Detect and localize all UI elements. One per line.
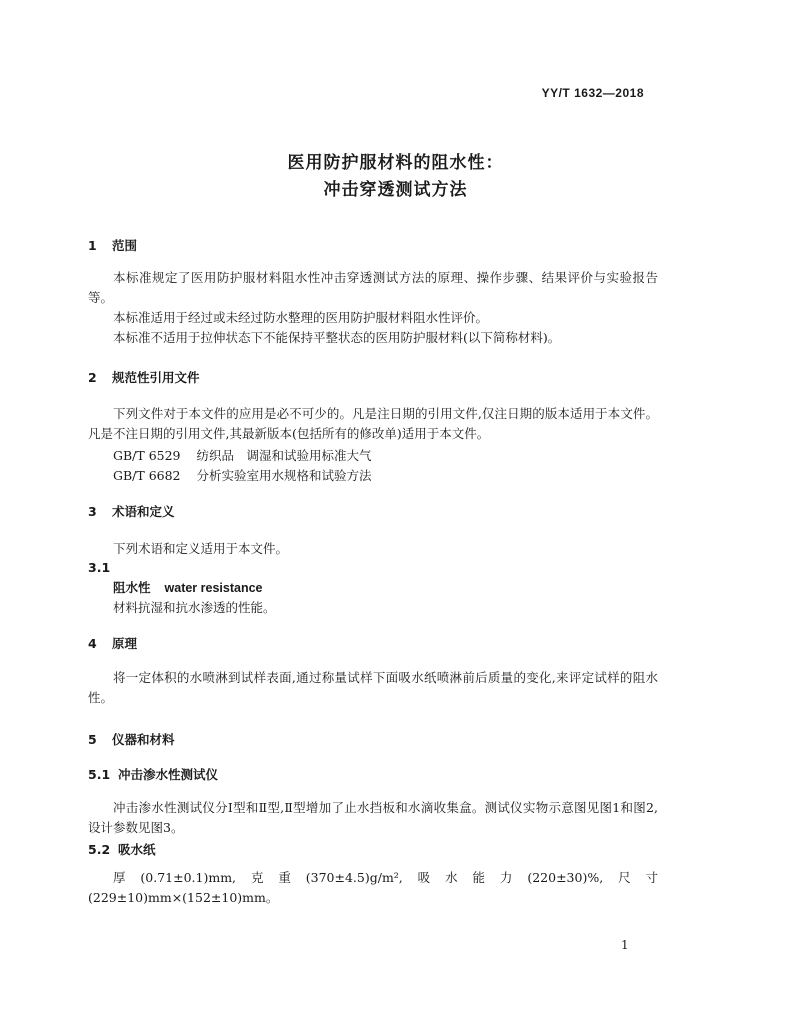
subsection-title: 吸水纸: [118, 842, 156, 857]
document-title-line1: 医用防护服材料的阻水性：: [287, 153, 504, 173]
scope-paragraph-3: 本标准不适用于拉伸状态下不能保持平整状态的医用防护服材料(以下简称材料)。: [113, 330, 561, 345]
section-number: 1: [88, 238, 97, 253]
reference-title: 纺织品 调湿和试验用标准大气: [196, 448, 372, 463]
section-number: 4: [88, 636, 97, 651]
references-paragraph: 下列文件对于本文件的应用是必不可少的。凡是注日期的引用文件,仅注日期的版本适用于本文件。凡是不注日期的引用文件,其最新版本(包括所有的修改单)适用于本文件。: [88, 406, 658, 441]
page-number: 1: [621, 938, 629, 952]
standard-code: YY/T 1632—2018: [541, 86, 644, 100]
section-heading-apparatus: [88, 730, 175, 748]
section-title: 术语和定义: [112, 504, 175, 519]
reference-code: GB/T 6529: [113, 448, 181, 463]
term-english: water resistance: [164, 581, 263, 595]
subsection-number: 5.1: [88, 767, 111, 782]
section-number: 3: [88, 504, 97, 519]
term-number: 3.1: [88, 560, 111, 575]
scope-paragraph-2: 本标准适用于经过或未经过防水整理的医用防护服材料阻水性评价。: [113, 310, 489, 325]
terms-intro: 下列术语和定义适用于本文件。: [113, 541, 289, 556]
tester-paragraph: 冲击渗水性测试仪分Ⅰ型和Ⅱ型,Ⅱ型增加了止水挡板和水滴收集盒。测试仪实物示意图见图1和图2,设计参数见图3。: [88, 800, 658, 835]
section-number: 5: [88, 732, 97, 747]
reference-code: GB/T 6682: [113, 468, 181, 483]
section-title: 范围: [112, 238, 138, 253]
term-chinese: 阻水性: [113, 580, 151, 595]
subsection-heading-tester: [88, 765, 218, 783]
principle-paragraph: 将一定体积的水喷淋到试样表面,通过称量试样下面吸水纸喷淋前后质量的变化,来评定试样的阻水性。: [88, 670, 658, 705]
blotter-paragraph: 厚(0.71±0.1)mm,克重(370±4.5)g/m²,吸水能力(220±30)%,尺寸(229±10)mm×(152±10)mm。: [88, 870, 658, 905]
section-title: 原理: [112, 636, 138, 651]
section-title: 仪器和材料: [112, 732, 175, 747]
reference-item: [113, 446, 372, 464]
reference-title: 分析实验室用水规格和试验方法: [196, 468, 372, 483]
subsection-title: 冲击渗水性测试仪: [118, 767, 219, 782]
subsection-heading-blotter: [88, 840, 156, 858]
section-heading-scope: [88, 236, 137, 254]
document-title-line2: 冲击穿透测试方法: [323, 180, 468, 200]
section-number: 2: [88, 370, 97, 385]
section-heading-terms: [88, 502, 175, 520]
section-heading-principle: [88, 634, 137, 652]
section-heading-normative-references: [88, 368, 200, 386]
term-entry: [113, 578, 263, 596]
scope-paragraph-1: 本标准规定了医用防护服材料阻水性冲击穿透测试方法的原理、操作步骤、结果评价与实验报告等。: [88, 270, 658, 305]
reference-item: [113, 466, 372, 484]
term-definition: 材料抗湿和抗水渗透的性能。: [113, 600, 276, 615]
subsection-number: 5.2: [88, 842, 111, 857]
section-title: 规范性引用文件: [112, 370, 200, 385]
